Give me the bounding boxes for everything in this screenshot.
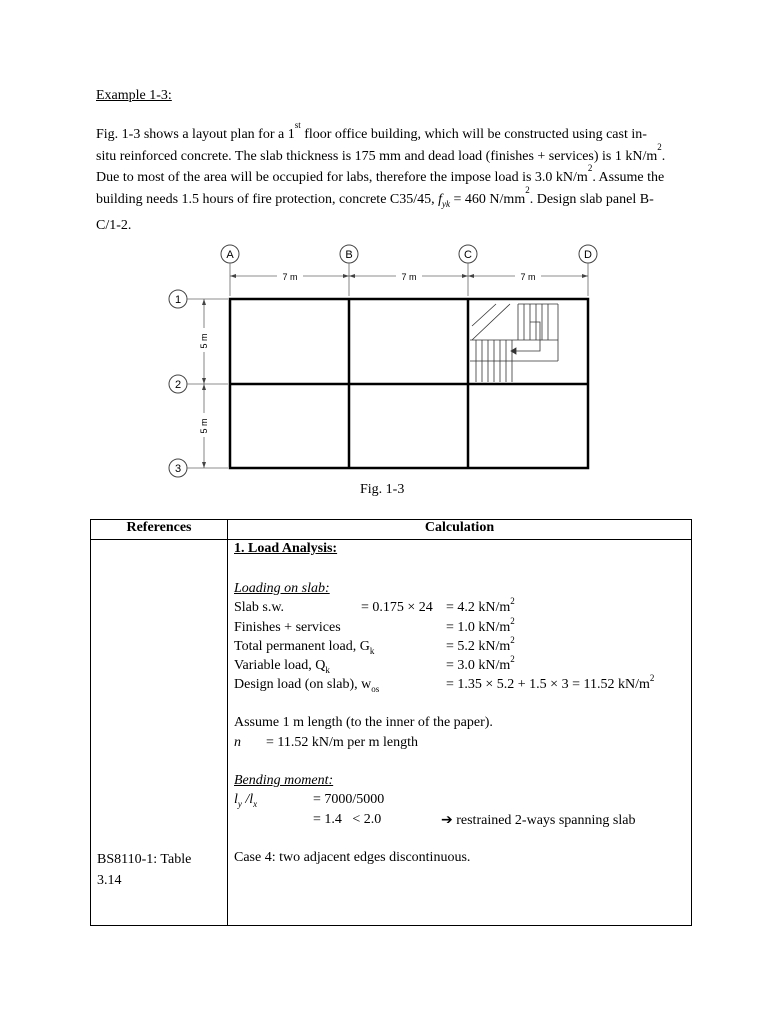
intro-text: . Design slab panel B-C/1-2.: [96, 191, 654, 233]
row-label-text: Design load (on slab), w: [234, 677, 372, 692]
superscript: 2: [587, 163, 593, 173]
bending-heading: Bending moment:: [234, 773, 334, 788]
intro-text: floor office building, which will be constructed using cast in-situ reinforced concrete. The slab thickness is 175 mm and dead load (finishes + services) is 1 kN/m: [96, 127, 658, 164]
staircase: [470, 304, 558, 382]
row-value-text: = 1.35 × 5.2 + 1.5 × 3 = 11.52 kN/m: [446, 677, 650, 692]
row-value-text: = 5.2 kN/m: [446, 639, 511, 654]
subscript: y: [237, 798, 242, 809]
calculation-cell: [228, 540, 692, 926]
table-header-row: [91, 520, 692, 540]
span-label-23: 5 m: [199, 418, 209, 434]
ratio-value-2: = 1.4 < 2.0: [313, 812, 382, 827]
floor-plan-figure: [150, 236, 610, 481]
row-label-text: Total permanent load, G: [234, 639, 370, 654]
grid-bubble-d: [579, 245, 597, 263]
row-value-text: = 4.2 kN/m: [446, 600, 511, 615]
example-title: Example 1-3:: [96, 88, 172, 103]
grid-label-a: A: [226, 249, 234, 261]
load-row-value: [446, 673, 655, 693]
grid-bubble-2: [169, 375, 187, 393]
span-label-12: 5 m: [199, 333, 209, 349]
subscript: k: [325, 664, 330, 675]
row-label-text: Finishes + services: [234, 620, 341, 635]
intro-text: = 460 N/mm: [450, 191, 526, 207]
superscript: 2: [510, 616, 515, 626]
load-row-label: [234, 658, 330, 675]
slab-grid: [230, 299, 588, 468]
calculation-table: [90, 519, 692, 926]
load-row-value: [446, 616, 515, 636]
dimension-line-vertical: [198, 299, 210, 468]
figure-caption: Fig. 1-3: [360, 482, 405, 497]
load-row-value: [446, 654, 515, 674]
n-value: = 11.52 kN/m per m length: [266, 735, 419, 750]
load-row-value: [446, 635, 515, 655]
grid-bubble-a: [221, 245, 239, 263]
dimension-line-horizontal: [230, 269, 588, 282]
reference-text: BS8110-1: Table 3.14: [97, 852, 192, 888]
row-label-text: Slab s.w.: [234, 600, 285, 615]
grid-label-2: 2: [174, 379, 182, 391]
grid-bubble-b: [340, 245, 358, 263]
grid-label-b: B: [345, 249, 353, 261]
superscript: 2: [510, 596, 515, 606]
row-value-text: = 1.0 kN/m: [446, 620, 511, 635]
superscript: 2: [510, 635, 515, 645]
load-row-label: [234, 677, 379, 694]
subscript: os: [371, 683, 380, 694]
superscript: 2: [525, 184, 530, 195]
span-label-bc: 7 m: [401, 272, 417, 282]
load-row-value: [446, 596, 515, 616]
fyk-symbol: [438, 192, 450, 207]
grid-label-d: D: [584, 249, 592, 261]
references-header: References: [91, 520, 228, 540]
ratio-label: [234, 792, 257, 809]
row-label-text: Variable load, Q: [234, 658, 326, 673]
section-title: 1. Load Analysis:: [234, 541, 338, 556]
grid-label-c: C: [464, 249, 472, 261]
intro-text: . Assume the building needs 1.5 hours of fire protection, concrete C35/45,: [96, 170, 665, 207]
ratio-slash: /l: [241, 792, 254, 807]
fyk-sub: yk: [442, 198, 451, 209]
n-label: n: [234, 735, 241, 750]
row-value-text: = 3.0 kN/m: [446, 658, 511, 673]
assume-line: Assume 1 m length (to the inner of the paper).: [234, 715, 493, 730]
table-row: [91, 540, 692, 926]
span-label-ab: 7 m: [282, 272, 298, 282]
superscript: st: [294, 120, 301, 130]
superscript: 2: [657, 141, 662, 152]
load-row-label: [234, 600, 284, 616]
grid-bubble-1: [169, 290, 187, 308]
grid-label-1: 1: [174, 294, 182, 306]
intro-text: . Due to most of the area will be occupied for labs, therefore the impose load is 3.0 kN/m: [96, 148, 666, 185]
subscript: k: [369, 645, 375, 656]
conclusion-text: restrained 2-ways spanning slab: [452, 813, 636, 828]
load-row-label: [234, 639, 374, 656]
superscript: 2: [649, 673, 655, 683]
ratio-l: l: [234, 792, 238, 807]
superscript: 2: [510, 654, 515, 664]
span-label-cd: 7 m: [520, 272, 536, 282]
load-row-label: [234, 620, 341, 636]
case-text: Case 4: two adjacent edges discontinuous.: [234, 850, 471, 865]
grid-label-3: 3: [174, 463, 182, 475]
ratio-value-1: = 7000/5000: [313, 792, 385, 807]
grid-bubble-3: [169, 459, 187, 477]
loading-heading: Loading on slab:: [234, 581, 330, 596]
calculation-header: Calculation: [228, 520, 692, 540]
subscript: x: [253, 798, 258, 809]
load-row-mid: = 0.175 × 24: [361, 600, 433, 615]
conclusion: [441, 812, 635, 829]
arrow-icon: ➔: [441, 812, 453, 828]
grid-bubble-c: [459, 245, 477, 263]
references-cell: [91, 540, 228, 926]
intro-text: Fig. 1-3 shows a layout plan for a 1: [96, 127, 295, 142]
intro-paragraph: [96, 120, 666, 236]
fyk-f: f: [438, 191, 443, 207]
